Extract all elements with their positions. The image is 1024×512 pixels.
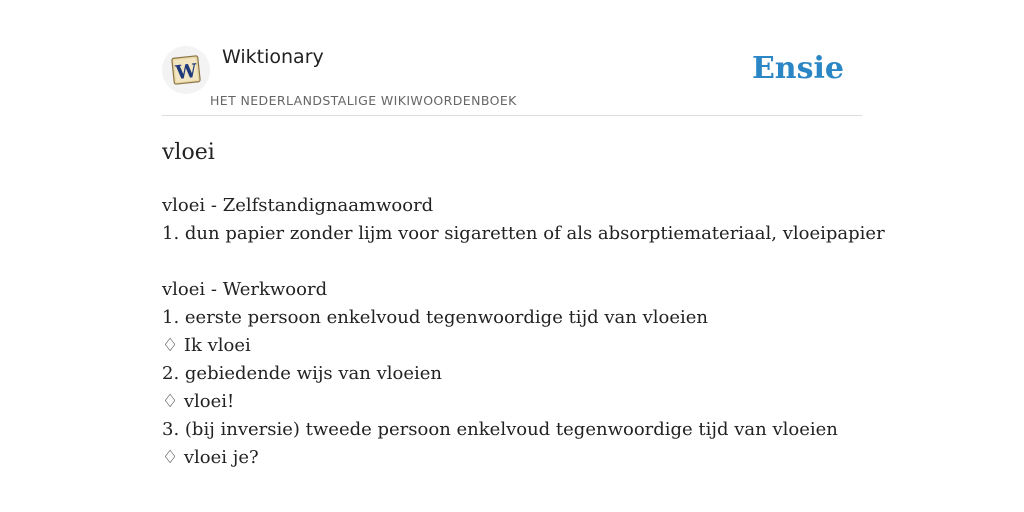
ensie-brand-link[interactable]: Ensie [751, 51, 844, 86]
page-title: vloei [162, 140, 215, 165]
definition-list [162, 192, 885, 500]
example-line: ♢ vloei je? [162, 447, 259, 468]
example-line: ♢ vloei! [162, 391, 235, 412]
content-card [162, 0, 885, 512]
site-tagline: HET NEDERLANDSTALIGE WIKIWOORDENBOEK [210, 93, 517, 108]
site-name[interactable]: Wiktionary [222, 46, 324, 68]
wiktionary-logo-icon[interactable] [162, 46, 210, 94]
entry-heading: vloei - Zelfstandignaamwoord [162, 195, 434, 216]
definition-line: 1. dun papier zonder lijm voor sigaretten of als absorptiemateriaal, vloeipapier [162, 223, 885, 244]
entry-heading: vloei - Werkwoord [162, 279, 328, 300]
definition-line: 3. (bij inversie) tweede persoon enkelvoud tegenwoordige tijd van vloeien [162, 419, 838, 440]
entry-noun [162, 192, 885, 248]
entry-verb [162, 276, 862, 472]
definition-line: 1. eerste persoon enkelvoud tegenwoordige tijd van vloeien [162, 307, 709, 328]
site-header [162, 0, 862, 116]
definition-line: 2. gebiedende wijs van vloeien [162, 363, 443, 384]
example-line: ♢ Ik vloei [162, 335, 251, 356]
svg-text:W: W [174, 59, 198, 85]
